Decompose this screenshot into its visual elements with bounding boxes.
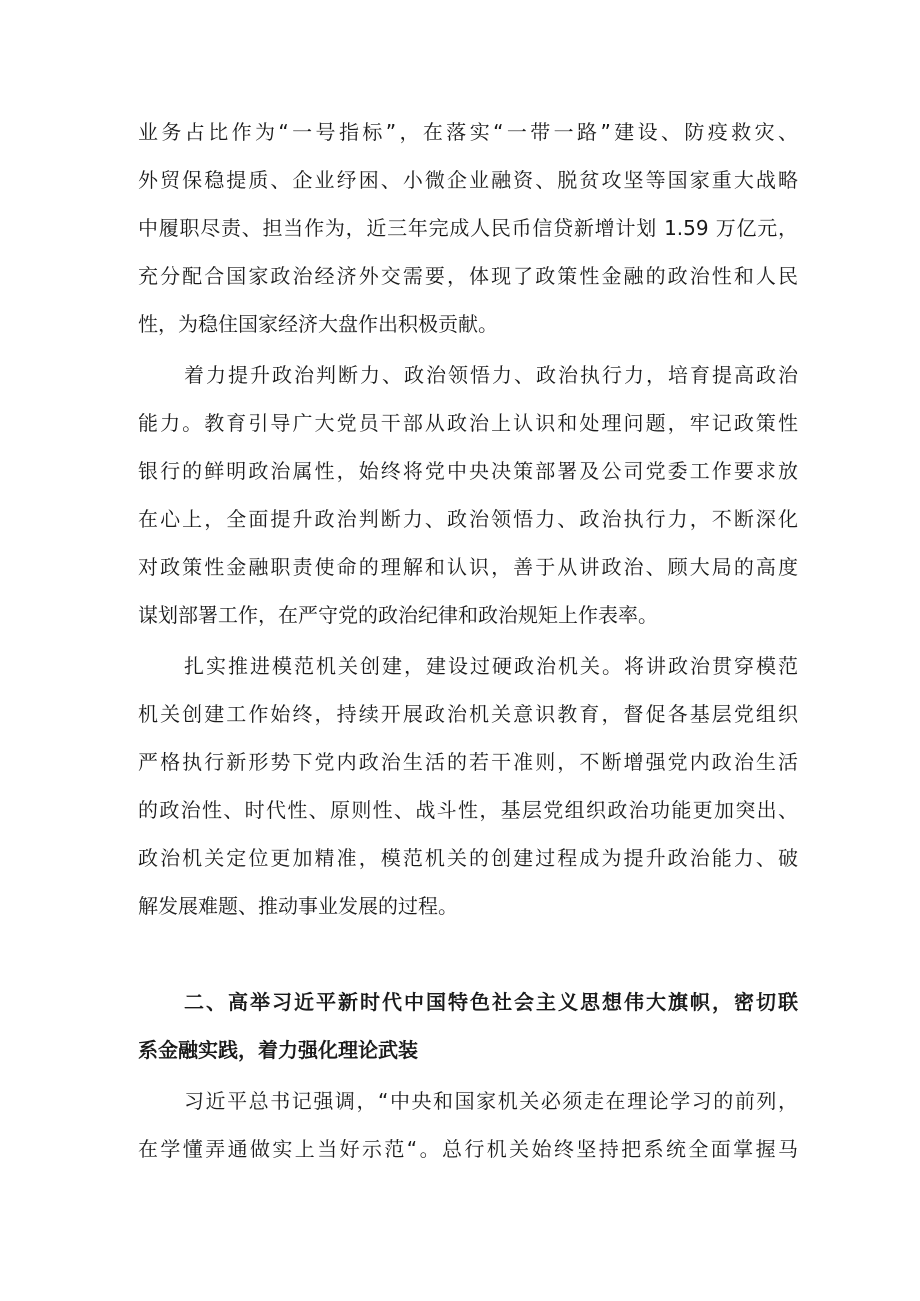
text-line: 严格执行新形势下党内政治生活的若干准则，不断增强党内政治生活 [138,750,798,774]
text-line: 习近平总书记强调，“中央和国家机关必须走在理论学习的前列， [184,1089,798,1113]
text-line: 对政策性金融职责使命的理解和认识，善于从讲政治、顾大局的高度 [138,555,798,579]
text-line: 谋划部署工作，在严守党的政治纪律和政治规矩上作表率。 [138,603,658,627]
text-line: 机关创建工作始终，持续开展政治机关意识教育，督促各基层党组织 [138,702,798,726]
heading-line: 二、高举习近平新时代中国特色社会主义思想伟大旗帜，密切联 [184,990,798,1014]
text-line: 业务占比作为“一号指标”，在落实“一带一路”建设、防疫救灾、 [138,120,798,144]
text-line: 在学懂弄通做实上当好示范“。总行机关始终坚持把系统全面掌握马 [138,1137,798,1161]
text-line: 的政治性、时代性、原则性、战斗性，基层党组织政治功能更加突出、 [138,798,798,822]
text-line: 着力提升政治判断力、政治领悟力、政治执行力，培育提高政治 [184,363,798,387]
text-line: 中履职尽责、担当作为，近三年完成人民币信贷新增计划 1.59 万亿元， [138,216,798,240]
text-line: 外贸保稳提质、企业纾困、小微企业融资、脱贫攻坚等国家重大战略 [138,168,798,192]
text-line: 能力。教育引导广大党员干部从政治上认识和处理问题，牢记政策性 [138,411,798,435]
text-line: 充分配合国家政治经济外交需要，体现了政策性金融的政治性和人民 [138,264,798,288]
text-line: 政治机关定位更加精准，模范机关的创建过程成为提升政治能力、破 [138,846,798,870]
text-line: 银行的鲜明政治属性，始终将党中央决策部署及公司党委工作要求放 [138,459,798,483]
text-line: 性，为稳住国家经济大盘作出积极贡献。 [138,312,498,336]
text-line: 在心上，全面提升政治判断力、政治领悟力、政治执行力，不断深化 [138,507,798,531]
heading-line: 系金融实践，着力强化理论武装 [138,1038,418,1062]
text-line: 解发展难题、推动事业发展的过程。 [138,894,458,918]
text-line: 扎实推进模范机关创建，建设过硬政治机关。将讲政治贯穿模范 [184,654,798,678]
